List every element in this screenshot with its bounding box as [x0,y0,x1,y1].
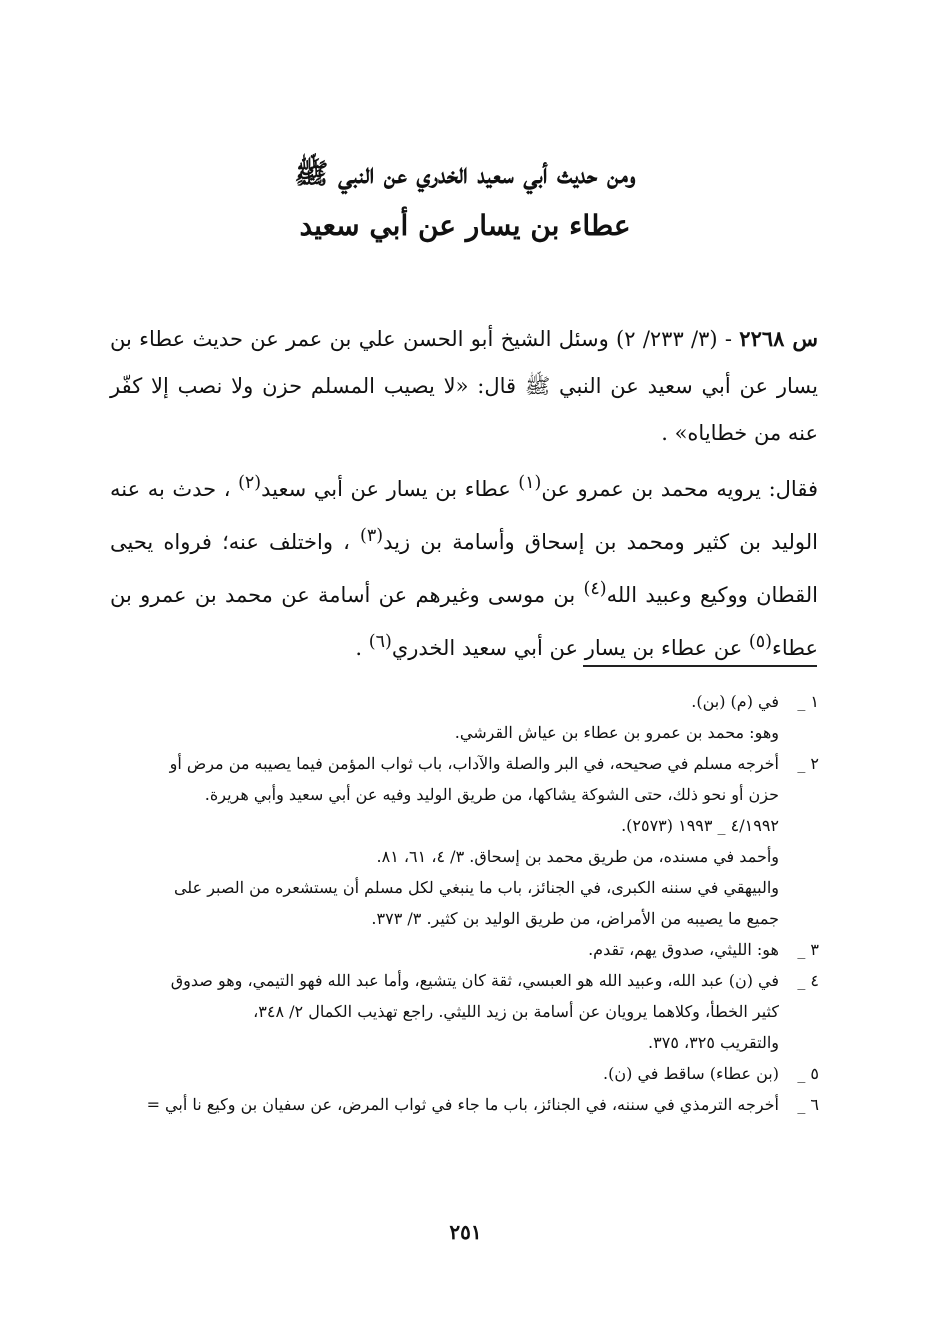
footnotes [105,686,819,1120]
answer-text: ، حدث به عنه الوليد بن كثير ومحمد بن إسحاق وأسامة بن زيد [110,477,818,554]
footnote [105,841,819,872]
footnote-line: أخرجه مسلم في صحيحه، في البر والصلة والآداب، باب ثواب المؤمن فيما يصيبه من مرض أو [169,754,779,773]
footnote-ref-3: (٣) [360,526,384,546]
footnote-number: ٦ _ [797,1095,819,1114]
footnote-ref-4: (٤) [583,579,607,599]
footnote-line: وهو: محمد بن عمرو بن عطاء بن عياش القرشي. [454,723,779,742]
footnote [105,686,819,717]
footnote [105,965,819,1058]
footnote [105,872,819,934]
footnote [105,748,819,841]
question-text: وسئل الشيخ أبو الحسن علي بن عمر عن حديث عطاء بن يسار عن أبي سعيد عن النبي ﷺ قال: «لا يصيب المسلم حزن ولا نصب إلا كفّر عنه من خطاياه» . [110,327,818,445]
footnote-ref-2: (٢) [238,473,262,493]
footnote-line: (بن عطاء) ساقط في (ن). [603,1064,779,1083]
footnote-line: في (م) (بن). [691,692,779,711]
footnote-body [105,934,779,965]
footnote-body [105,965,779,1058]
footnote-body [105,748,779,841]
footnote-line: وأحمد في مسنده، من طريق محمد بن إسحاق. ٣/ ٤، ٦١، ٨١. [376,847,779,866]
footnote-ref-1: (١) [518,473,542,493]
footnote-separator [583,665,817,667]
answer-text: بن موسى وغيرهم عن أسامة عن محمد بن عمرو بن عطاء [110,583,818,660]
question-reference: - (٣/ ٢٣٣/ ٢) [616,327,740,351]
answer-text: عطاء بن يسار عن أبي سعيد [261,477,519,501]
footnote [105,1089,819,1120]
footnote [105,934,819,965]
footnote [105,1058,819,1089]
footnote-line: جميع ما يصيبه من الأمراض، من طريق الوليد بن كثير. ٣/ ٣٧٣. [371,909,779,928]
footnote-number: ٣ _ [797,940,819,959]
answer-text: . [355,636,369,660]
footnote-line: والتقريب ٣٢٥، ٣٧٥. [648,1033,779,1052]
footnote-line: ٤/١٩٩٢ _ ١٩٩٣ (٢٥٧٣). [621,816,779,835]
footnote-line: هو: الليثي، صدوق يهم، تقدم. [588,940,779,959]
answer-text: ، واختلف عنه؛ فرواه يحيى القطان ووكيع وعبيد الله [110,530,818,607]
question-number: س ٢٢٦٨ [739,326,818,351]
footnote-line: في (ن) عبد الله، وعبيد الله هو العبسي، ثقة كان يتشيع، وأما عبد الله فهو التيمي، وهو صدوق [170,971,779,990]
footnote-number: ١ _ [797,692,819,711]
footnote-body [105,841,779,872]
footnote-line: أخرجه الترمذي في سننه، في الجنائز، باب ما جاء في ثواب المرض، عن سفيان بن وكيع نا أبي = [146,1095,779,1114]
footnote-body [105,872,779,934]
footnote-ref-6: (٦) [368,632,392,652]
question-paragraph [110,315,818,457]
footnote-body [105,1058,779,1089]
footnote-number: ٢ _ [797,754,819,773]
footnote-ref-5: (٥) [748,632,772,652]
page-number: ٢٥١ [449,1220,482,1244]
footnote-body [105,686,779,717]
footnote-body [105,717,779,748]
footnote [105,717,819,748]
answer-paragraph [110,460,818,672]
footnote-body [105,1089,779,1120]
footnote-line: والبيهقي في سننه الكبرى، في الجنائز، باب ما ينبغي لكل مسلم أن يستشعره من الصبر على [173,878,779,897]
section-title: ومن حديث أبي سعيد الخدري عن النبي ﷺ [294,157,636,190]
answer-text: فقال: يرويه محمد بن عمرو عن [541,477,818,501]
footnote-line: حزن أو نحو ذلك، حتى الشوكة يشاكها، من طريق الوليد وفيه عن أبي سعيد وأبي هريرة. [204,785,779,804]
answer-text: عن عطاء بن يسار عن أبي سعيد الخدري [391,636,749,660]
section-subtitle: عطاء بن يسار عن أبي سعيد [299,209,631,242]
footnote-number: ٤ _ [797,971,819,990]
footnote-number: ٥ _ [797,1064,819,1083]
section-headings [100,148,830,252]
footnote-line: كثير الخطأ، وكلاهما يرويان عن أسامة بن زيد الليثي. راجع تهذيب الكمال ٢/ ٣٤٨، [253,1002,779,1021]
